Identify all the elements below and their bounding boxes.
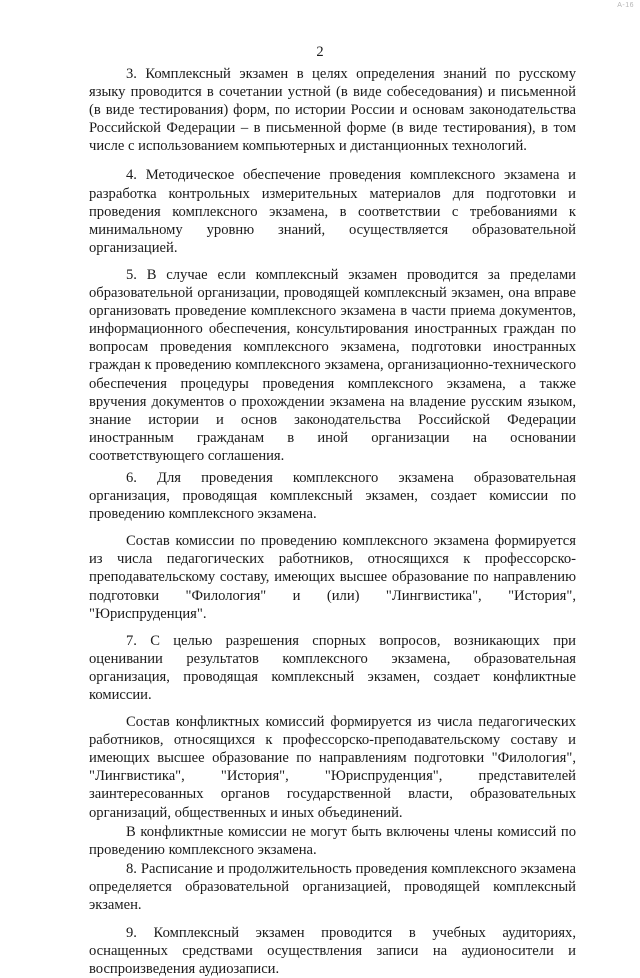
corner-mark: A-16 <box>617 2 634 9</box>
paragraph-conflict-commission-composition: Состав конфликтных комиссий формируется из числа педагогических работников, относящихся к профессорско-преподавательскому составу и имеющих высшее образование по направлениям подготовки "Филология", "Лингвистика", "История", "Юриспруденция", представителей заинтересованных органов государственной власти, образовательных организаций, общественных и иных объединений. <box>89 714 576 821</box>
paragraph-item-6: 6. Для проведения комплексного экзамена образовательная организация, проводящая комплексный экзамен, создает комиссии по проведению комплексного экзамена. <box>89 469 576 523</box>
paragraph-conflict-commission-exclusion: В конфликтные комиссии не могут быть включены члены комиссий по проведению комплексного экзамена. <box>89 823 576 858</box>
paragraph-commission-composition: Состав комиссии по проведению комплексного экзамена формируется из числа педагогических работников, относящихся к профессорско-преподавательскому составу, имеющих высшее образование по направлению подготовки "Филология" и (или) "Лингвистика", "История", "Юриспруденция". <box>89 533 576 622</box>
paragraph-item-8: 8. Расписание и продолжительность проведения комплексного экзамена определяется образовательной организацией, проводящей комплексный экзамен. <box>89 860 576 914</box>
document-body <box>89 65 576 978</box>
paragraph-item-9: 9. Комплексный экзамен проводится в учебных аудиториях, оснащенных средствами осуществления записи на аудионосители и воспроизведения аудиозаписи. <box>89 925 576 978</box>
paragraph-item-7: 7. С целью разрешения спорных вопросов, возникающих при оценивании результатов комплексного экзамена, образовательная организация, проводящая комплексный экзамен, создает конфликтные комиссии. <box>89 632 576 703</box>
page-number: 2 <box>316 44 324 60</box>
paragraph-item-3: 3. Комплексный экзамен в целях определения знаний по русскому языку проводится в сочетании устной (в виде собеседования) и письменной (в виде тестирования) форм, по истории России и основам законодательства Российской Федерации – в письменной форме (в виде тестирования), в том числе с использованием компьютерных и дистанционных технологий. <box>89 66 576 155</box>
paragraph-item-4: 4. Методическое обеспечение проведения комплексного экзамена и разработка контрольных измерительных материалов для подготовки и проведения комплексного экзамена, в соответствии с требованиями к минимальному уровню знаний, осуществляется образовательной организацией. <box>89 167 576 256</box>
paragraph-item-5: 5. В случае если комплексный экзамен проводится за пределами образовательной организации, проводящей комплексный экзамен, она вправе организовать проведение комплексного экзамена в части приема документов, информационного обеспечения, консультирования иностранных граждан по вопросам проведения комплексного экзамена, подготовки иностранных граждан к проведению комплексного экзамена, организационно-технического обеспечения процедуры проведения комплексного экзамена, а также вручения документов о прохождении экзамена на владение русским языком, знание истории и основ законодательства Российской Федерации иностранным гражданам в иной организации на основании соответствующего соглашения. <box>89 266 576 464</box>
